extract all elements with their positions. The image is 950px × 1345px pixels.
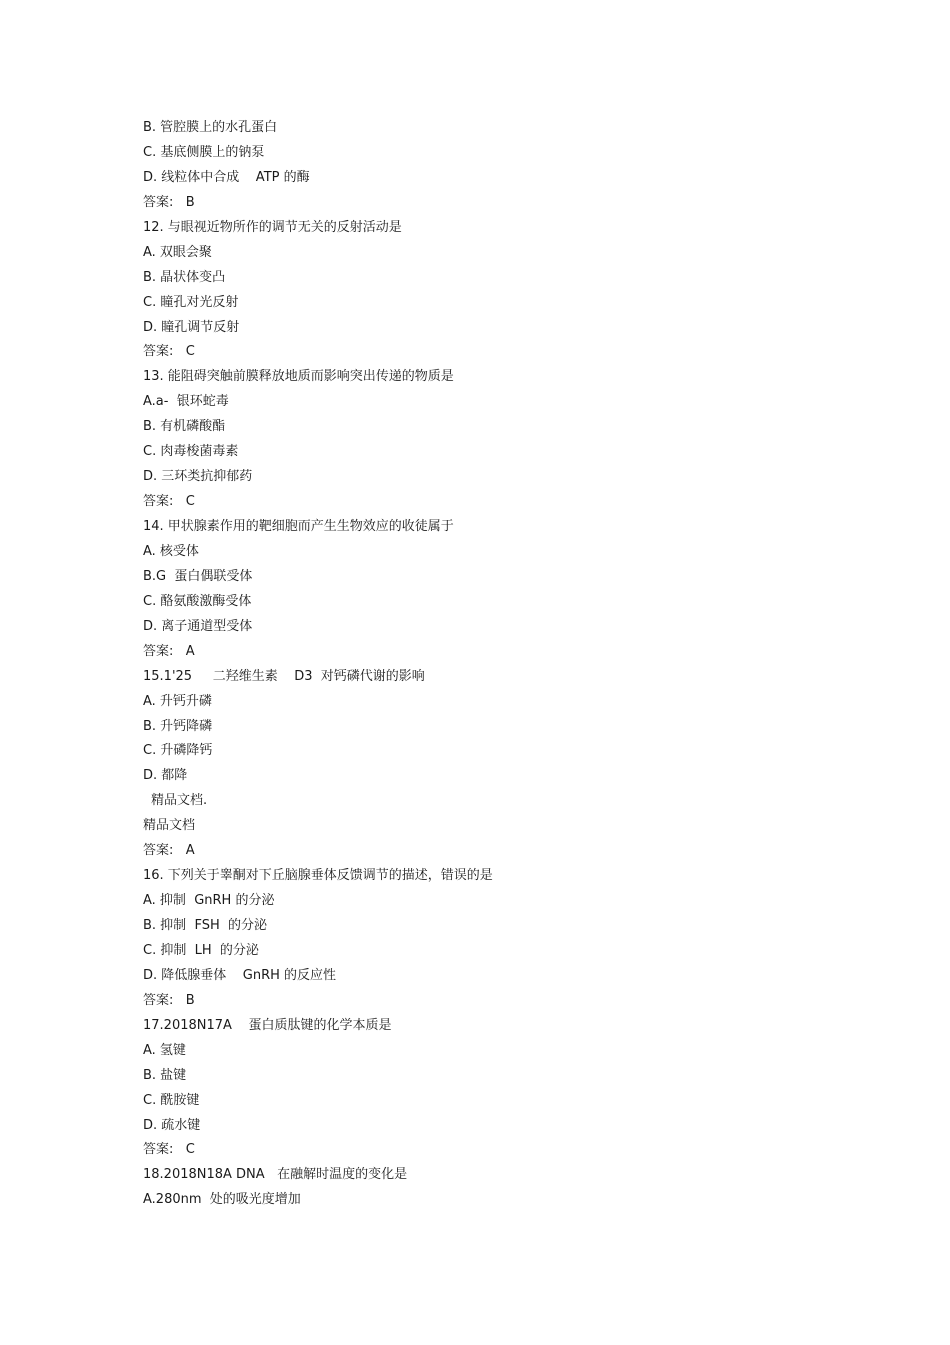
answer-line: 答案: A: [143, 843, 195, 859]
option-c: C. 酰胺键: [143, 1092, 200, 1108]
answer-line: 答案: A: [143, 643, 195, 659]
page-footer-watermark: 精品文档.: [151, 793, 208, 809]
option-a: A.280nm 处的吸光度增加: [143, 1192, 301, 1208]
answer-line: 答案: C: [143, 1142, 195, 1158]
question-17: 17.2018N17A 蛋白质肽键的化学本质是: [143, 1017, 392, 1033]
option-a: A. 双眼会聚: [143, 244, 212, 260]
option-c: C. 肉毒梭菌毒素: [143, 444, 239, 460]
option-a: A. 升钙升磷: [143, 693, 212, 709]
option-b: B. 管腔膜上的水孔蛋白: [143, 120, 278, 135]
option-a: A. 抑制 GnRH 的分泌: [143, 893, 275, 909]
option-d: D. 瞳孔调节反射: [143, 319, 240, 335]
question-14: 14. 甲状腺素作用的靶细胞而产生生物效应的收徒属于: [143, 519, 454, 534]
option-c: C. 瞳孔对光反射: [143, 294, 239, 310]
option-b: B. 升钙降磷: [143, 718, 213, 734]
option-d: D. 线粒体中合成 ATP 的酶: [143, 169, 310, 185]
answer-line: 答案: C: [143, 344, 195, 360]
question-15: 15.1'25 二羟维生素 D3 对钙磷代谢的影响: [143, 668, 425, 684]
answer-line: 答案: B: [143, 194, 195, 210]
option-b: B. 抑制 FSH 的分泌: [143, 918, 267, 933]
question-13: 13. 能阻碍突触前膜释放地质而影响突出传递的物质是: [143, 369, 454, 385]
question-12: 12. 与眼视近物所作的调节无关的反射活动是: [143, 219, 402, 235]
page-header-watermark: 精品文档: [143, 818, 196, 834]
answer-line: 答案: C: [143, 494, 195, 510]
option-a: A. 氢键: [143, 1042, 186, 1058]
answer-line: 答案: B: [143, 992, 195, 1008]
option-d: D. 离子通道型受体: [143, 618, 253, 634]
option-c: C. 酪氨酸激酶受体: [143, 593, 252, 609]
question-18: 18.2018N18A DNA 在融解时温度的变化是: [143, 1167, 408, 1183]
document-body: [143, 116, 843, 1213]
option-c: C. 基底侧膜上的钠泵: [143, 144, 265, 160]
option-b: B. 有机磷酸酯: [143, 419, 226, 435]
option-b: B.G 蛋白偶联受体: [143, 568, 253, 584]
option-d: D. 都降: [143, 768, 188, 784]
option-b: B. 盐键: [143, 1067, 187, 1083]
option-a: A. 核受体: [143, 543, 199, 559]
option-b: B. 晶状体变凸: [143, 269, 226, 285]
option-d: D. 疏水键: [143, 1117, 201, 1133]
option-d: D. 三环类抗抑郁药: [143, 469, 253, 485]
option-c: C. 抑制 LH 的分泌: [143, 942, 259, 958]
option-d: D. 降低腺垂体 GnRH 的反应性: [143, 967, 337, 983]
option-a: A.a- 银环蛇毒: [143, 394, 229, 410]
option-c: C. 升磷降钙: [143, 743, 213, 759]
question-16: 16. 下列关于睾酮对下丘脑腺垂体反馈调节的描述，错误的是: [143, 868, 493, 884]
